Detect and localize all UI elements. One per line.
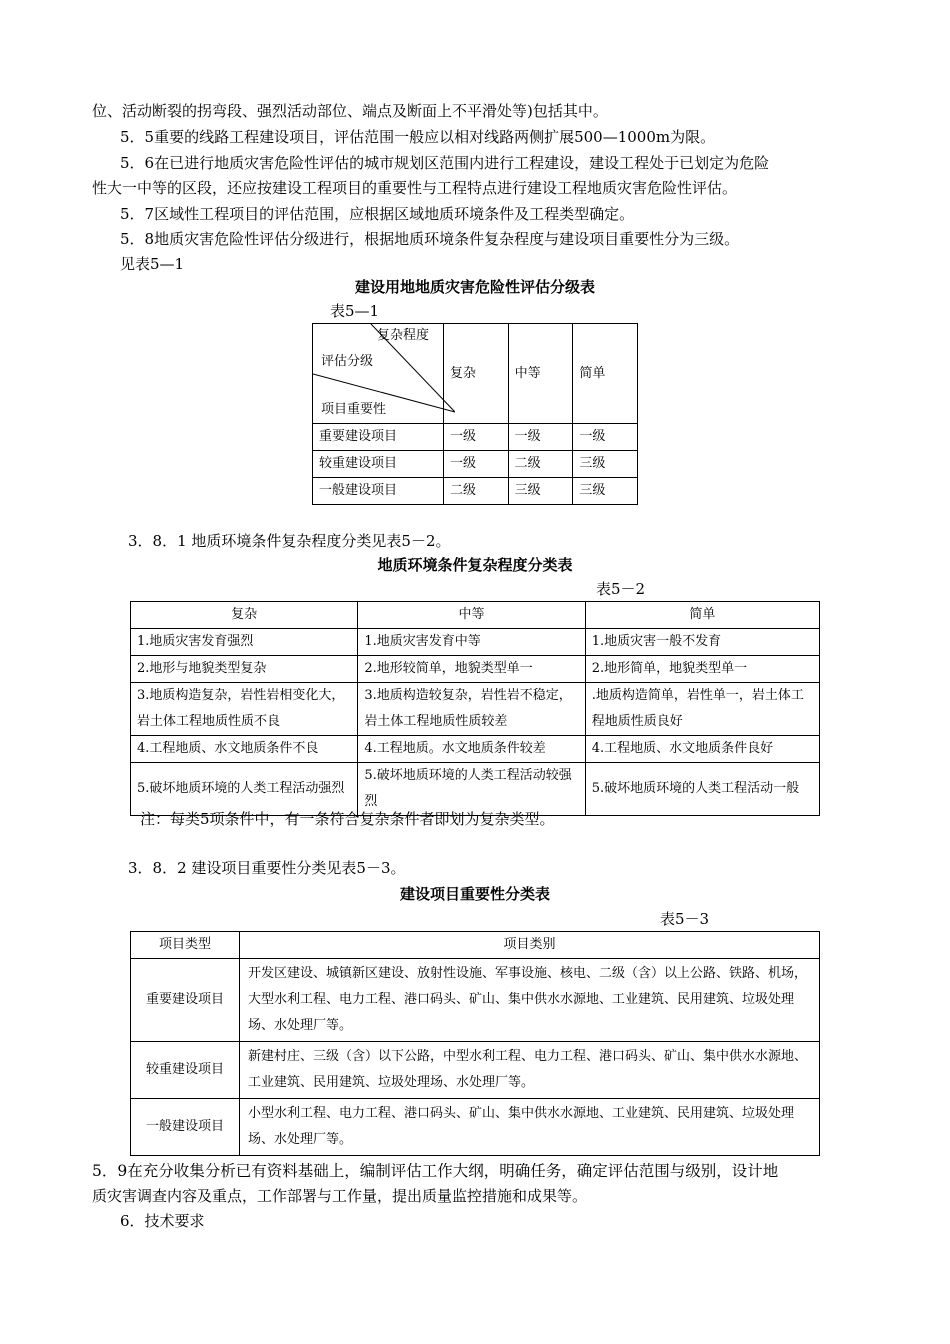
col-header: 简单 xyxy=(585,602,819,629)
cell: 3.地质构造复杂，岩性岩相变化大，岩土体工程地质性质不良 xyxy=(131,683,358,736)
diagonal-header-cell xyxy=(313,324,444,424)
diag-bottom-label: 项目重要性 xyxy=(321,402,387,417)
col-header: 项目类别 xyxy=(240,932,820,959)
row-name: 一般建设项目 xyxy=(131,1099,240,1156)
paragraph: 5．8地质灾害危险性评估分级进行，根据地质环境条件复杂程度与建设项目重要性分为三级。 xyxy=(120,230,740,248)
cell: 5.破坏地质环境的人类工程活动一般 xyxy=(585,763,819,816)
cell: 三级 xyxy=(508,478,573,505)
table-row xyxy=(131,1099,820,1156)
table-row xyxy=(131,683,820,736)
col-header: 项目类型 xyxy=(131,932,240,959)
cell: 1.地质灾害发育中等 xyxy=(358,629,585,656)
table-row xyxy=(313,424,638,451)
table-row xyxy=(313,478,638,505)
complexity-table xyxy=(130,601,820,816)
table3-label: 表5－3 xyxy=(660,910,710,928)
cell: 4.工程地质。水文地质条件较差 xyxy=(358,736,585,763)
cell: 开发区建设、城镇新区建设、放射性设施、军事设施、核电、二级（含）以上公路、铁路、机场，大型水利工程、电力工程、港口码头、矿山、集中供水水源地、工业建筑、民用建筑、垃圾处理场、水处理厂等。 xyxy=(240,959,820,1042)
col-header: 复杂 xyxy=(444,324,509,424)
cell: 一级 xyxy=(444,424,509,451)
cell: 4.工程地质、水文地质条件良好 xyxy=(585,736,819,763)
table2-title: 地质环境条件复杂程度分类表 xyxy=(377,556,573,574)
table-row xyxy=(313,451,638,478)
cell: 三级 xyxy=(573,451,638,478)
paragraph: 质灾害调查内容及重点，工作部署与工作量，提出质量监控措施和成果等。 xyxy=(92,1187,588,1205)
paragraph: 性大一中等的区段，还应按建设工程项目的重要性与工程特点进行建设工程地质灾害危险性评估。 xyxy=(92,179,738,197)
paragraph: 位、活动断裂的拐弯段、强烈活动部位、端点及断面上不平滑处等)包括其中。 xyxy=(92,102,608,120)
cell: 5.破坏地质环境的人类工程活动强烈 xyxy=(131,763,358,816)
col-header: 中等 xyxy=(508,324,573,424)
table-row xyxy=(131,629,820,656)
table-row xyxy=(131,763,820,816)
cell: 1.地质灾害一般不发育 xyxy=(585,629,819,656)
cell: 小型水利工程、电力工程、港口码头、矿山、集中供水水源地、工业建筑、民用建筑、垃圾处理场、水处理厂等。 xyxy=(240,1099,820,1156)
row-name: 重要建设项目 xyxy=(131,959,240,1042)
table2-label: 表5－2 xyxy=(596,580,646,598)
cell: 二级 xyxy=(444,478,509,505)
col-header: 复杂 xyxy=(131,602,358,629)
row-name: 一般建设项目 xyxy=(313,478,444,505)
table3-title: 建设项目重要性分类表 xyxy=(399,885,550,903)
grading-table xyxy=(312,323,638,505)
table1-label: 表5—1 xyxy=(330,302,380,320)
table-row xyxy=(131,656,820,683)
cell: 2.地形与地貌类型复杂 xyxy=(131,656,358,683)
paragraph: 5．5重要的线路工程建设项目，评估范围一般应以相对线路两侧扩展500—1000m为限。 xyxy=(120,128,716,146)
cell: 2.地形简单，地貌类型单一 xyxy=(585,656,819,683)
row-name: 较重建设项目 xyxy=(131,1042,240,1099)
col-header: 中等 xyxy=(358,602,585,629)
cell: 二级 xyxy=(508,451,573,478)
row-name: 较重建设项目 xyxy=(313,451,444,478)
table1-title: 建设用地地质灾害危险性评估分级表 xyxy=(354,278,595,296)
paragraph: 5．6在已进行地质灾害危险性评估的城市规划区范围内进行工程建设，建设工程处于已划定为危险 xyxy=(120,154,770,172)
row-name: 重要建设项目 xyxy=(313,424,444,451)
paragraph: 5．7区域性工程项目的评估范围，应根据区域地质环境条件及工程类型确定。 xyxy=(120,205,635,223)
cell: 4.工程地质、水文地质条件不良 xyxy=(131,736,358,763)
cell: 新建村庄、三级（含）以下公路，中型水利工程、电力工程、港口码头、矿山、集中供水水源地、工业建筑、民用建筑、垃圾处理场、水处理厂等。 xyxy=(240,1042,820,1099)
table2-note: 注：每类5项条件中，有一条符合复杂条件者即划为复杂类型。 xyxy=(140,810,555,828)
paragraph: 见表5—1 xyxy=(120,255,185,273)
cell: 5.破坏地质环境的人类工程活动较强烈 xyxy=(358,763,585,816)
table-row xyxy=(131,959,820,1042)
cell: 2.地形较简单，地貌类型单一 xyxy=(358,656,585,683)
table-row xyxy=(131,736,820,763)
cell: .地质构造简单，岩性单一，岩土体工程地质性质良好 xyxy=(585,683,819,736)
section-heading: 3．8．1 地质环境条件复杂程度分类见表5－2。 xyxy=(128,532,451,550)
diag-mid-label: 评估分级 xyxy=(321,354,374,369)
paragraph: 5．9在充分收集分析已有资料基础上，编制评估工作大纲，明确任务，确定评估范围与级别，设计地 xyxy=(92,1162,779,1180)
cell: 3.地质构造较复杂，岩性岩不稳定，岩土体工程地质性质较差 xyxy=(358,683,585,736)
cell: 一级 xyxy=(444,451,509,478)
section-heading: 3．8．2 建设项目重要性分类见表5－3。 xyxy=(128,859,406,877)
col-header: 简单 xyxy=(573,324,638,424)
table-row xyxy=(131,1042,820,1099)
importance-table xyxy=(130,931,820,1156)
diag-top-label: 复杂程度 xyxy=(377,328,430,343)
cell: 一级 xyxy=(573,424,638,451)
cell: 1.地质灾害发育强烈 xyxy=(131,629,358,656)
cell: 一级 xyxy=(508,424,573,451)
cell: 三级 xyxy=(573,478,638,505)
paragraph: 6．技术要求 xyxy=(120,1212,205,1230)
